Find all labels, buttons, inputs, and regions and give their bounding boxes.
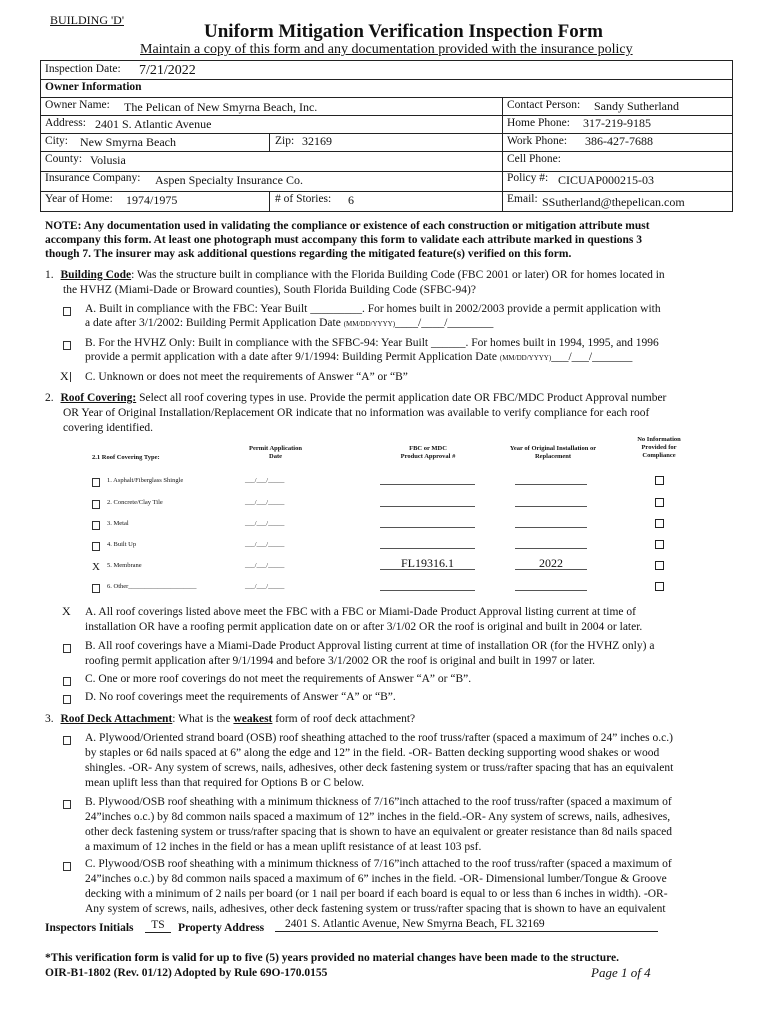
roof-type-checkbox[interactable] xyxy=(92,475,100,489)
product-approval-field[interactable] xyxy=(380,577,475,591)
inspection-date-field[interactable]: 7/21/2022 xyxy=(139,63,196,78)
address-label: Address: xyxy=(45,117,86,129)
q1-b-date-blank[interactable]: ___/___/_______ xyxy=(551,351,633,363)
property-address-label: Property Address xyxy=(178,922,265,934)
checkbox-mark: X xyxy=(60,369,69,383)
q2-text-line: covering identified. xyxy=(63,422,154,434)
q3-option-a-checkbox[interactable] xyxy=(63,733,71,747)
home-phone-label: Home Phone: xyxy=(507,117,570,129)
q1-option-c-checkbox[interactable] xyxy=(60,369,71,384)
cell-phone-label: Cell Phone: xyxy=(507,153,561,165)
roof-type-label: 1. Asphalt/Fiberglass Shingle xyxy=(107,477,184,484)
validity-note: *This verification form is valid for up to five (5) years provided no material changes have been made to the structure. xyxy=(45,952,619,964)
home-phone-field[interactable]: 317-219-9185 xyxy=(583,116,651,130)
roof-type-checkbox[interactable] xyxy=(92,518,100,532)
col-header-year: Year of Original Installation or Replacement xyxy=(509,445,597,461)
q3-option-a-text: mean uplift less than that required for Options B or C below. xyxy=(85,777,365,789)
q2-title: Roof Covering: xyxy=(60,392,137,404)
no-info-checkbox[interactable] xyxy=(655,476,664,485)
city-label: City: xyxy=(45,135,69,147)
policy-label: Policy #: xyxy=(507,172,549,184)
q3-option-a-text: shingles. -OR- Any system of screws, nails, adhesives, other deck fastening system or truss/rafter spacing that has an equivalent xyxy=(85,762,674,774)
roof-type-checkbox[interactable] xyxy=(92,539,100,553)
inspector-initials-field[interactable]: TS xyxy=(145,918,171,933)
q1-a-date-label: a date after 3/1/2002: Building Permit Application Date xyxy=(85,317,341,329)
q1-b-date-label: provide a permit application with a date after 9/1/1994: Building Permit Application Date xyxy=(85,351,497,363)
q1-option-a-text xyxy=(85,316,493,330)
q3-option-c-text: 24”inches o.c.) by 8d common nails spaced a maximum of 6” inches in the field. -OR- Dimensional lumber/Tongue & Groove xyxy=(85,873,667,885)
email-field[interactable]: SSutherland@thepelican.com xyxy=(542,195,685,209)
q3-option-c-text: Any system of screws, nails, adhesives, other deck fastening system or truss/rafter spacing that is shown to have an equivalent xyxy=(85,903,666,915)
roof-type-label: 3. Metal xyxy=(107,520,129,527)
product-approval-field[interactable] xyxy=(380,514,475,528)
permit-date-field[interactable]: ___/___/_____ xyxy=(245,477,285,484)
q3-option-b-text: a maximum of 12 inches in the field or has a mean uplift resistance of at least 103 psf. xyxy=(85,841,482,853)
inspector-initials-label: Inspectors Initials xyxy=(45,922,134,934)
permit-date-field[interactable]: ___/___/_____ xyxy=(245,583,285,590)
q1-heading xyxy=(45,268,665,282)
no-info-checkbox[interactable] xyxy=(655,561,664,570)
contact-person-label: Contact Person: xyxy=(507,99,581,111)
page-subtitle: Maintain a copy of this form and any documentation provided with the insurance policy xyxy=(140,42,633,57)
permit-date-field[interactable]: ___/___/_____ xyxy=(245,562,285,569)
owner-name-field[interactable]: The Pelican of New Smyrna Beach, Inc. xyxy=(124,100,318,114)
q2-option-c-text: C. One or more roof coverings do not meet the requirements of Answer “A” or “B”. xyxy=(85,673,472,685)
city-field[interactable]: New Smyrna Beach xyxy=(80,135,176,149)
stories-label: # of Stories: xyxy=(275,193,332,205)
product-approval-field[interactable] xyxy=(380,471,475,485)
page-title: Uniform Mitigation Verification Inspection Form xyxy=(204,21,603,42)
q2-option-c-checkbox[interactable] xyxy=(63,674,71,688)
no-info-checkbox[interactable] xyxy=(655,540,664,549)
year-of-home-label: Year of Home: xyxy=(45,193,113,205)
q3-text: : What is the xyxy=(172,713,234,725)
install-year-field[interactable] xyxy=(515,471,587,485)
no-info-checkbox[interactable] xyxy=(655,519,664,528)
contact-person-field[interactable]: Sandy Sutherland xyxy=(594,99,679,113)
policy-field[interactable]: CICUAP000215-03 xyxy=(558,173,655,187)
col-header-roof-type: 2.1 Roof Covering Type: xyxy=(92,454,160,461)
product-approval-field[interactable] xyxy=(380,493,475,507)
email-label: Email: xyxy=(507,193,538,205)
no-info-checkbox[interactable] xyxy=(655,582,664,591)
install-year-field[interactable] xyxy=(515,493,587,507)
q2-number: 2. xyxy=(45,392,54,404)
install-year-field[interactable] xyxy=(515,514,587,528)
install-year-field[interactable]: 2022 xyxy=(515,556,587,570)
q1-number: 1. xyxy=(45,269,54,281)
q2-option-b-checkbox[interactable] xyxy=(63,641,71,655)
year-of-home-field[interactable]: 1974/1975 xyxy=(126,193,178,207)
page-number: Page 1 of 4 xyxy=(591,965,651,980)
stories-field[interactable]: 6 xyxy=(348,193,354,207)
q2-option-d-text: D. No roof coverings meet the requirements of Answer “A” or “B”. xyxy=(85,691,396,703)
note-line: though 7. The insurer may ask additional questions regarding the mitigated feature(s) verified on this form. xyxy=(45,248,572,260)
product-approval-field[interactable] xyxy=(380,535,475,549)
q3-option-b-text: other deck fastening system or truss/rafter spacing that is shown to have an equivalent or greater resistance than 8d nails spaced xyxy=(85,826,672,838)
q3-text: form of roof deck attachment? xyxy=(272,713,416,725)
q1-option-b-checkbox[interactable] xyxy=(63,338,71,352)
q1-option-b-text xyxy=(85,350,632,364)
inspection-date-label: Inspection Date: xyxy=(45,63,121,75)
q3-option-c-text: C. Plywood/OSB roof sheathing with a minimum thickness of 7/16”inch attached to the roof truss/rafter (spaced a maximum of xyxy=(85,858,672,870)
col-header-no-info: No Information Provided for Compliance xyxy=(637,436,681,460)
col-header-fbc: FBC or MDC Product Approval # xyxy=(400,445,456,461)
insurance-field[interactable]: Aspen Specialty Insurance Co. xyxy=(155,173,303,187)
form-id: OIR-B1-1802 (Rev. 01/12) Adopted by Rule 69O-170.0155 xyxy=(45,967,328,979)
work-phone-label: Work Phone: xyxy=(507,135,568,147)
q2-option-b-text: B. All roof coverings have a Miami-Dade Product Approval listing current at time of installation OR (for the HVHZ only) a xyxy=(85,640,655,652)
q3-number: 3. xyxy=(45,713,54,725)
owner-name-label: Owner Name: xyxy=(45,99,110,111)
roof-type-label: 6. Other_____________________ xyxy=(107,583,197,590)
q2-option-a-text: A. All roof coverings listed above meet the FBC with a FBC or Miami-Dade Product Approval listing current at time of xyxy=(85,606,636,618)
q2-text-line: OR Year of Original Installation/Replacement OR indicate that no information was available to verify compliance for each roof xyxy=(63,407,650,419)
checkbox-mark: X xyxy=(62,604,71,618)
county-label: County: xyxy=(45,153,83,165)
permit-date-field[interactable]: ___/___/_____ xyxy=(245,520,285,527)
roof-type-checkbox[interactable] xyxy=(92,497,100,511)
owner-info-heading: Owner Information xyxy=(45,81,142,93)
install-year-field[interactable] xyxy=(515,535,587,549)
product-approval-field[interactable]: FL19316.1 xyxy=(380,556,475,570)
zip-label: Zip: xyxy=(275,135,295,147)
q1-a-date-blank[interactable]: ____/____/________ xyxy=(395,317,494,329)
note-line: NOTE: Any documentation used in validating the compliance or existence of each construction or mitigation attribute must xyxy=(45,220,650,232)
q3-option-b-text: 24”inches o.c.) by 8d common nails spaced a maximum of 12” inches in the field.-OR- Any system of screws, nails, adhesives, xyxy=(85,811,671,823)
q3-weakest: weakest xyxy=(233,713,273,725)
checkbox-mark: X xyxy=(92,561,100,573)
permit-date-field[interactable]: ___/___/_____ xyxy=(245,541,285,548)
q1-option-b-text: B. For the HVHZ Only: Built in compliance with the SFBC-94: Year Built ______. For homes built in 1994, 1995, and 1996 xyxy=(85,337,659,349)
q3-option-a-text: by staples or 6d nails spaced at 6” along the edge and 12” in the field. -OR- Batten decking supporting wood shakes or wood xyxy=(85,747,660,759)
install-year-field[interactable] xyxy=(515,577,587,591)
insurance-label: Insurance Company: xyxy=(45,172,141,184)
q1-option-a-text: A. Built in compliance with the FBC: Year Built _________. For homes built in 2002/2003 provide a permit application with xyxy=(85,303,661,315)
col-header-permit: Permit Application Date xyxy=(249,445,302,461)
q3-heading xyxy=(45,712,415,726)
q3-option-c-checkbox[interactable] xyxy=(63,859,71,873)
work-phone-field[interactable]: 386-427-7688 xyxy=(585,134,653,148)
q1-title: Building Code xyxy=(60,269,132,281)
county-field[interactable]: Volusia xyxy=(90,153,126,167)
zip-field[interactable]: 32169 xyxy=(302,134,332,148)
roof-type-label: 5. Membrane xyxy=(107,562,142,569)
q2-text: Select all roof covering types in use. Provide the permit application date OR FBC/MDC Product Approval number xyxy=(136,392,667,404)
q2-option-b-text: roofing permit application after 9/1/1994 and before 3/1/2002 OR the roof is original and built in 1997 or later. xyxy=(85,655,596,667)
q1-text-line: the HVHZ (Miami-Dade or Broward counties), South Florida Building Code (SFBC-94)? xyxy=(63,284,476,296)
note-line: accompany this form. At least one photograph must accompany this form to validate each attribute marked in questions 3 xyxy=(45,234,643,246)
roof-type-checkbox[interactable] xyxy=(92,560,100,575)
q1-b-date-format: (MM/DD/YYYY) xyxy=(499,354,552,362)
q2-option-a-text: installation OR have a roofing permit application date on or after 3/1/02 OR the roof is original and built in 2004 or later. xyxy=(85,621,643,633)
q1-text: : Was the structure built in compliance with the Florida Building Code (FBC 2001 or later) OR for homes located in xyxy=(131,269,665,281)
building-label: BUILDING 'D' xyxy=(50,13,124,27)
q3-option-c-text: decking with a minimum of 2 nails per board (or 1 nail per board if each board is equal to or less than 6 inches in width). -OR- xyxy=(85,888,668,900)
q3-title: Roof Deck Attachment xyxy=(60,713,173,725)
q2-heading xyxy=(45,391,666,405)
permit-date-field[interactable]: ___/___/_____ xyxy=(245,499,285,506)
q3-option-b-checkbox[interactable] xyxy=(63,797,71,811)
no-info-checkbox[interactable] xyxy=(655,498,664,507)
q3-option-a-text: A. Plywood/Oriented strand board (OSB) roof sheathing attached to the roof truss/rafter (spaced a maximum of 24” inches o.c.) xyxy=(85,732,673,744)
roof-type-label: 4. Built Up xyxy=(107,541,137,548)
property-address-field[interactable]: 2401 S. Atlantic Avenue, New Smyrna Beach, FL 32169 xyxy=(275,917,658,932)
roof-type-checkbox[interactable] xyxy=(92,581,100,595)
q2-option-a-checkbox[interactable] xyxy=(62,604,71,619)
roof-type-label: 2. Concrete/Clay Tile xyxy=(107,499,163,506)
q2-option-d-checkbox[interactable] xyxy=(63,692,71,706)
q3-option-b-text: B. Plywood/OSB roof sheathing with a minimum thickness of 7/16”inch attached to the roof truss/rafter (spaced a maximum of xyxy=(85,796,672,808)
q1-option-a-checkbox[interactable] xyxy=(63,304,71,318)
q1-option-c-text: C. Unknown or does not meet the requirements of Answer “A” or “B” xyxy=(85,371,408,383)
q1-a-date-format: (MM/DD/YYYY) xyxy=(343,320,396,328)
address-field[interactable]: 2401 S. Atlantic Avenue xyxy=(95,117,212,131)
